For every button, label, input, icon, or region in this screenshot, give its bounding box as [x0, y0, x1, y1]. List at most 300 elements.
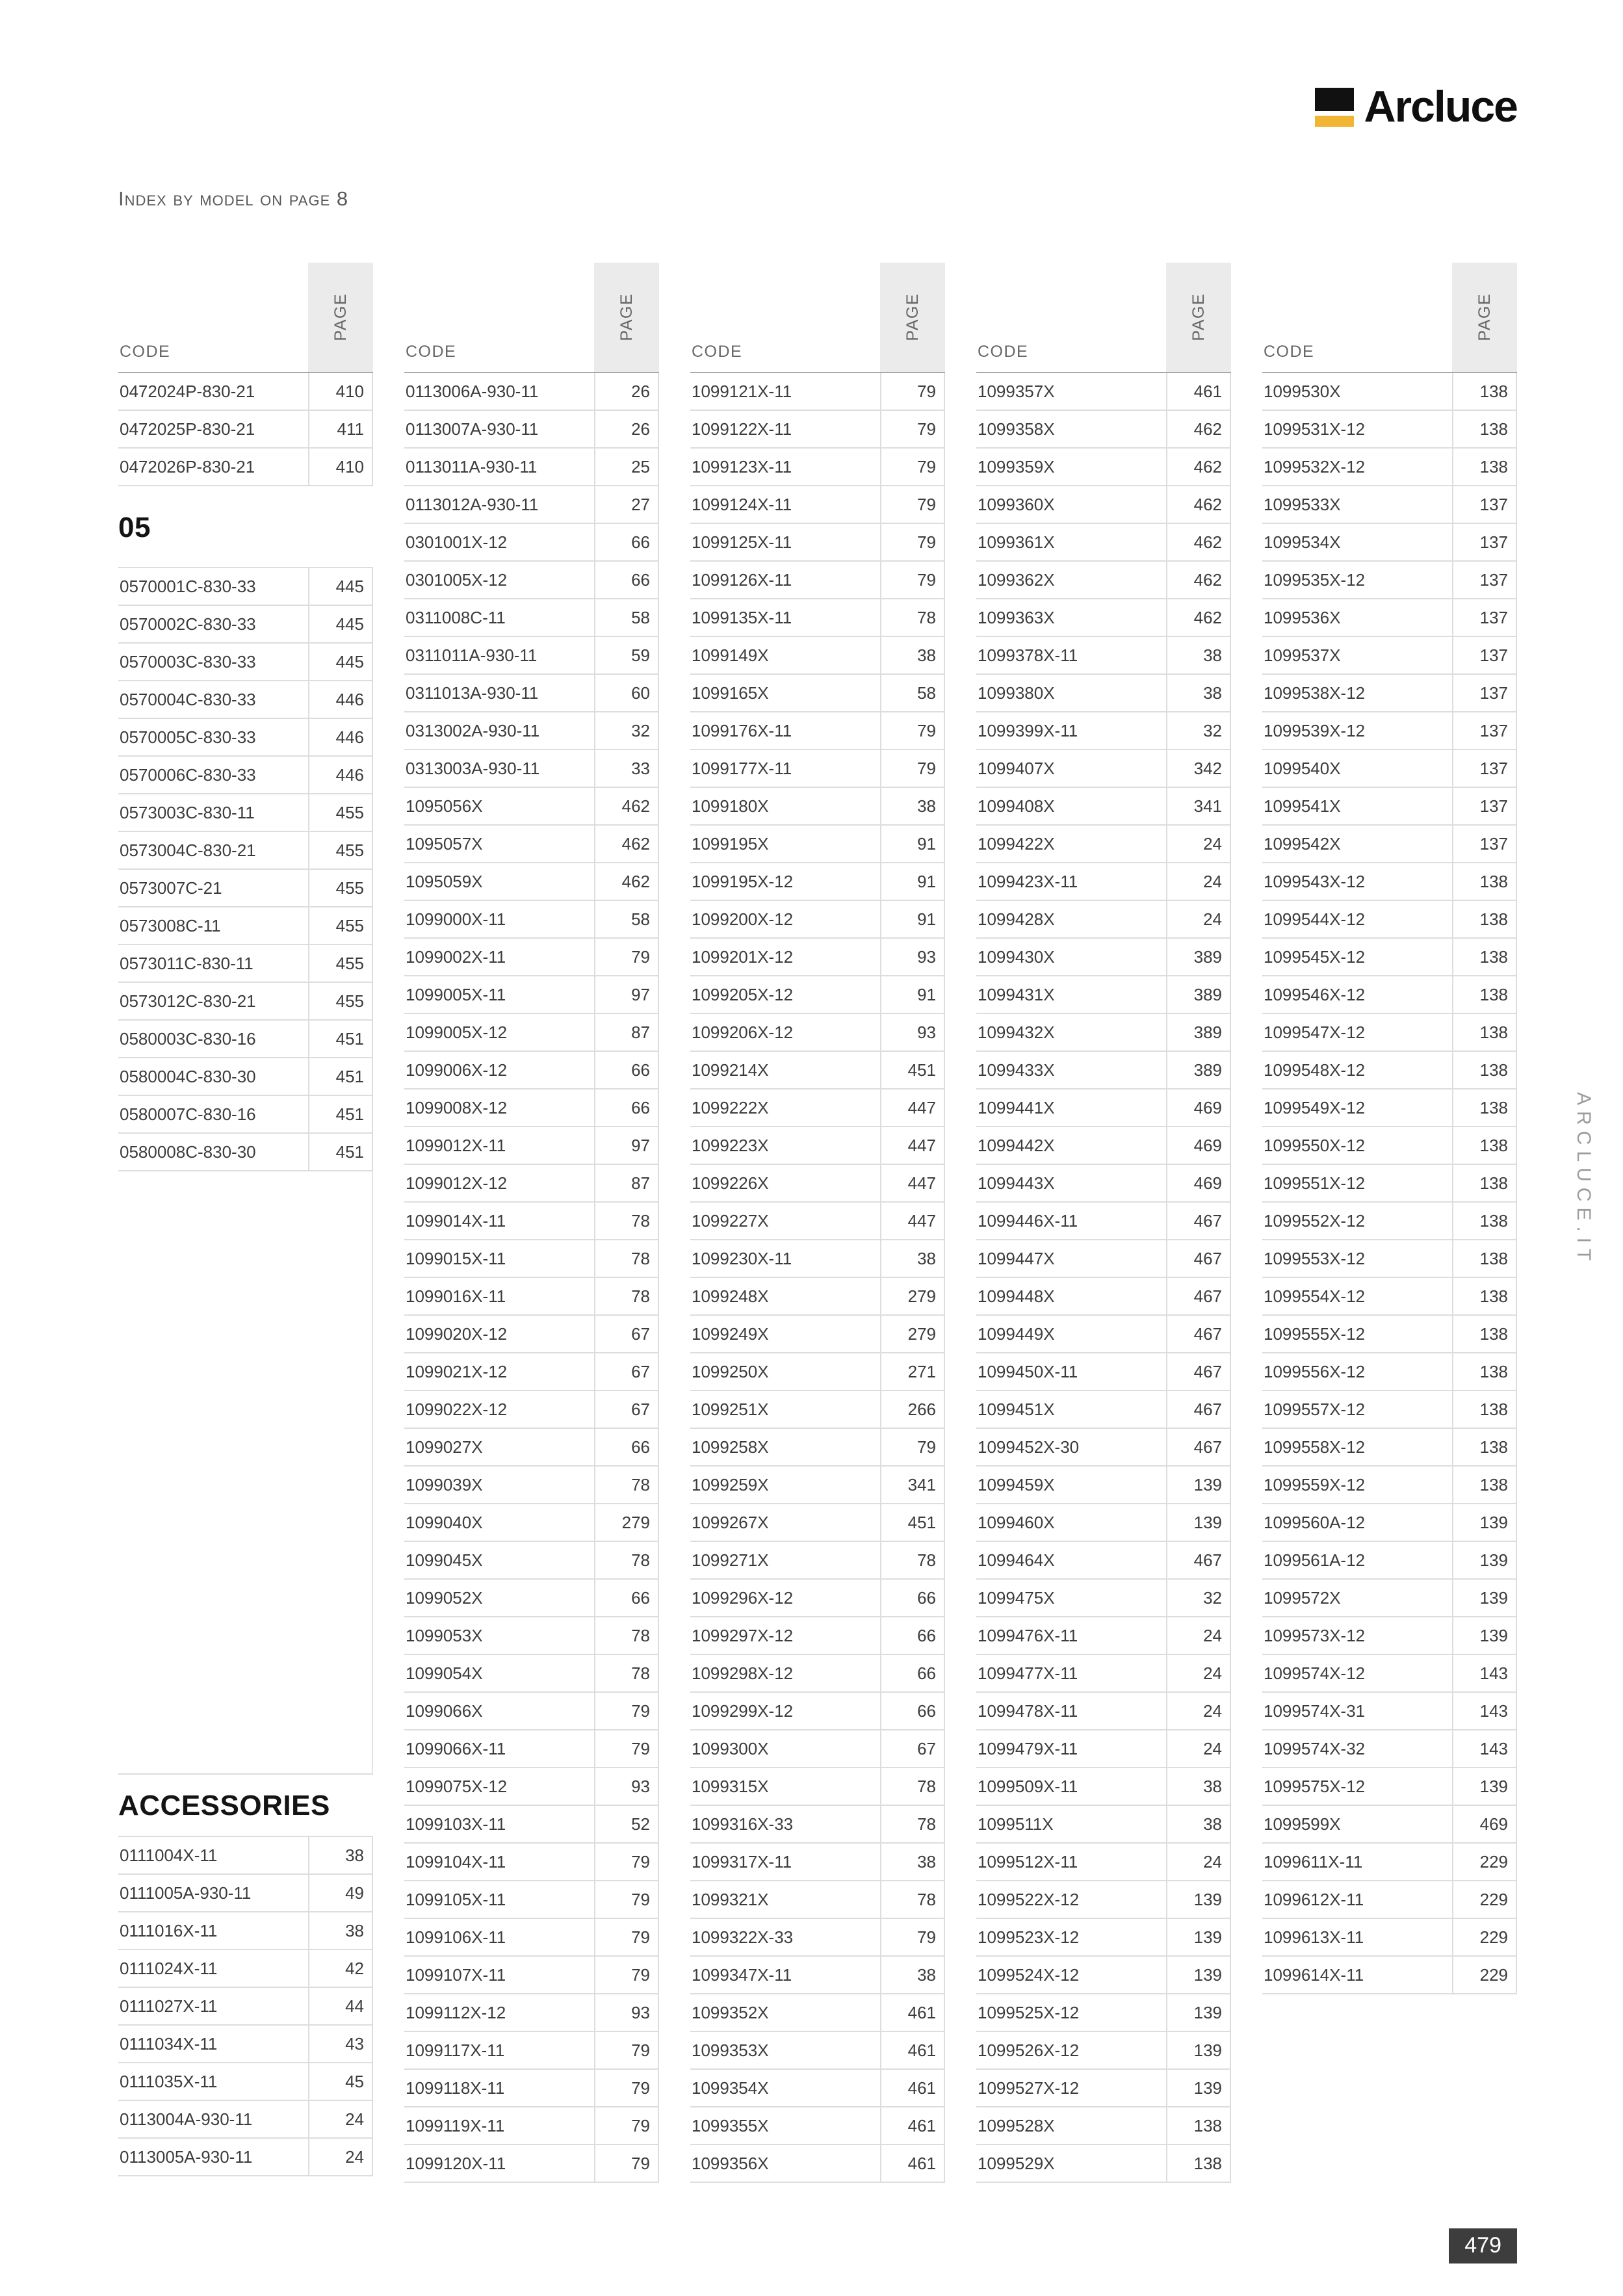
table-row [976, 1353, 1231, 1391]
table-row [404, 863, 659, 901]
code-cell: 1099006X-12 [406, 1060, 508, 1080]
page-cell: 52 [594, 1806, 659, 1842]
code-cell: 0580007C-830-16 [120, 1104, 256, 1124]
code-cell: 1099316X-33 [692, 1814, 794, 1834]
code-cell: 1099574X-31 [1264, 1701, 1366, 1721]
table-row [976, 939, 1231, 976]
page-cell: 462 [1166, 562, 1231, 598]
page-cell: 49 [308, 1875, 373, 1911]
table-row [404, 675, 659, 712]
table-row [690, 1278, 945, 1316]
table-row [690, 1089, 945, 1127]
page-cell: 78 [880, 1768, 945, 1805]
code-cell: 0311013A-930-11 [406, 683, 539, 703]
code-cell: 1099322X-33 [692, 1927, 794, 1947]
code-cell: 1099380X [978, 683, 1055, 703]
code-cell: 0311008C-11 [406, 607, 506, 627]
page-cell: 467 [1166, 1542, 1231, 1578]
code-cell: 1099452X-30 [978, 1437, 1080, 1457]
page-cell: 79 [594, 1957, 659, 1993]
code-cell: 1099476X-11 [978, 1625, 1078, 1645]
code-cell: 1099016X-11 [406, 1286, 506, 1306]
code-cell: 1099446X-11 [978, 1210, 1078, 1231]
page-cell: 389 [1166, 939, 1231, 975]
table-row [976, 675, 1231, 712]
code-cell: 1099509X-11 [978, 1776, 1078, 1796]
table-row [976, 976, 1231, 1014]
code-cell: 1099176X-11 [692, 720, 792, 740]
page-cell: 38 [1166, 1806, 1231, 1842]
page-cell: 79 [880, 486, 945, 523]
page-cell: 78 [880, 1542, 945, 1578]
page-cell: 79 [594, 939, 659, 975]
table-row [690, 562, 945, 599]
table-row [1262, 1957, 1517, 1994]
code-cell: 1099005X-11 [406, 984, 506, 1004]
page-cell: 79 [594, 1844, 659, 1880]
page-cell: 66 [594, 1089, 659, 1126]
code-cell: 1099538X-12 [1264, 683, 1366, 703]
code-cell: 1099479X-11 [978, 1738, 1078, 1758]
table-row [118, 568, 373, 606]
page-cell: 139 [1452, 1542, 1517, 1578]
code-cell: 1099206X-12 [692, 1022, 794, 1042]
code-cell: 1099251X [692, 1399, 769, 1419]
table-row [1262, 1655, 1517, 1693]
index-column-2 [404, 263, 659, 2183]
table-row [976, 1052, 1231, 1089]
table-row [404, 1542, 659, 1580]
section-heading: 05 [118, 486, 373, 568]
page-cell: 279 [880, 1278, 945, 1314]
table-row [690, 2032, 945, 2070]
code-cell: 1099539X-12 [1264, 720, 1366, 740]
table-row [976, 863, 1231, 901]
page-cell: 447 [880, 1127, 945, 1164]
code-cell: 0580004C-830-30 [120, 1066, 256, 1086]
page-cell: 38 [308, 1837, 373, 1873]
page-cell: 79 [880, 373, 945, 410]
index-note: Index by model on page 8 [118, 187, 349, 210]
page-cell: 138 [1452, 1127, 1517, 1164]
code-cell: 1099052X [406, 1587, 483, 1608]
table-row [404, 1467, 659, 1504]
table-row [1262, 1014, 1517, 1052]
page-cell: 229 [1452, 1957, 1517, 1993]
code-header-label: CODE [692, 343, 743, 361]
table-row [690, 1881, 945, 1919]
table-row [404, 1127, 659, 1165]
table-row [404, 788, 659, 826]
code-cell: 1099012X-12 [406, 1173, 508, 1193]
table-row [1262, 939, 1517, 976]
code-cell: 1099449X [978, 1324, 1055, 1344]
table-row [976, 1919, 1231, 1957]
table-row [976, 788, 1231, 826]
table-row [690, 599, 945, 637]
code-cell: 1099299X-12 [692, 1701, 794, 1721]
code-cell: 1099464X [978, 1550, 1055, 1570]
table-row [690, 826, 945, 863]
table-row [976, 524, 1231, 562]
code-cell: 1099297X-12 [692, 1625, 794, 1645]
page-cell: 24 [308, 2139, 373, 2175]
page-cell: 67 [594, 1316, 659, 1352]
page-cell: 455 [308, 832, 373, 868]
code-cell: 1099135X-11 [692, 607, 792, 627]
code-cell: 1099532X-12 [1264, 456, 1366, 476]
code-cell: 0111027X-11 [120, 1996, 218, 2016]
page-cell: 78 [594, 1240, 659, 1277]
table-row [404, 1617, 659, 1655]
page-cell: 469 [1166, 1127, 1231, 1164]
table-row [976, 599, 1231, 637]
page-cell: 138 [1452, 976, 1517, 1013]
page-cell: 410 [308, 449, 373, 485]
table-row [404, 976, 659, 1014]
table-row [404, 1994, 659, 2032]
table-row [1262, 1919, 1517, 1957]
table-row [118, 2026, 373, 2063]
code-cell: 0573004C-830-21 [120, 840, 256, 860]
page-cell: 138 [1452, 1240, 1517, 1277]
page-cell: 461 [1166, 373, 1231, 410]
page-cell: 66 [880, 1693, 945, 1729]
table-row [976, 2107, 1231, 2145]
page-cell: 446 [308, 757, 373, 793]
code-cell: 0313002A-930-11 [406, 720, 540, 740]
code-cell: 1099447X [978, 1248, 1055, 1268]
page-cell: 467 [1166, 1353, 1231, 1390]
page-cell: 79 [880, 449, 945, 485]
table-row [118, 794, 373, 832]
code-cell: 1099106X-11 [406, 1927, 506, 1947]
code-cell: 1099040X [406, 1512, 483, 1532]
page-cell: 469 [1452, 1806, 1517, 1842]
table-row [976, 562, 1231, 599]
page-cell: 467 [1166, 1240, 1231, 1277]
page-cell: 137 [1452, 637, 1517, 673]
code-cell: 1099045X [406, 1550, 483, 1570]
page-cell: 446 [308, 681, 373, 718]
page-cell: 467 [1166, 1391, 1231, 1428]
page-cell: 79 [594, 1730, 659, 1767]
page-cell: 67 [594, 1353, 659, 1390]
page-number-badge: 479 [1449, 2228, 1517, 2263]
table-row [690, 1391, 945, 1429]
code-cell: 0472024P-830-21 [120, 381, 255, 401]
code-cell: 1099053X [406, 1625, 483, 1645]
page-cell: 138 [1452, 1014, 1517, 1050]
table-row [404, 486, 659, 524]
table-row [690, 1353, 945, 1391]
page-cell: 341 [1166, 788, 1231, 824]
code-cell: 1099317X-11 [692, 1851, 792, 1872]
code-cell: 1095059X [406, 871, 483, 891]
page-cell: 139 [1452, 1768, 1517, 1805]
table-row [976, 1881, 1231, 1919]
code-cell: 0113006A-930-11 [406, 381, 539, 401]
table-row [976, 1957, 1231, 1994]
table-row [118, 681, 373, 719]
page-cell: 79 [594, 2070, 659, 2106]
code-cell: 1099540X [1264, 758, 1341, 778]
page-cell: 91 [880, 976, 945, 1013]
page-cell: 143 [1452, 1693, 1517, 1729]
code-cell: 1099512X-11 [978, 1851, 1078, 1872]
page-cell: 138 [1166, 2107, 1231, 2144]
code-cell: 0311011A-930-11 [406, 645, 538, 665]
code-cell: 1099541X [1264, 796, 1341, 816]
code-cell: 0313003A-930-11 [406, 758, 540, 778]
table-row [976, 1316, 1231, 1353]
page-cell: 24 [1166, 1693, 1231, 1729]
page-cell: 451 [880, 1504, 945, 1541]
code-cell: 0111034X-11 [120, 2033, 218, 2054]
code-cell: 1099300X [692, 1738, 769, 1758]
table-row [1262, 1768, 1517, 1806]
page-cell: 462 [1166, 524, 1231, 560]
code-cell: 1099021X-12 [406, 1361, 508, 1381]
page-cell: 445 [308, 644, 373, 680]
page-header-label: PAGE [1475, 293, 1494, 341]
page-cell: 26 [594, 411, 659, 447]
page-cell: 138 [1452, 373, 1517, 410]
code-cell: 1099122X-11 [692, 419, 792, 439]
table-row [404, 750, 659, 788]
page-cell: 79 [594, 1919, 659, 1955]
table-row [118, 1988, 373, 2026]
page-cell: 138 [1452, 1165, 1517, 1201]
code-cell: 1099574X-12 [1264, 1663, 1366, 1683]
page-cell: 66 [880, 1655, 945, 1691]
page-cell: 79 [880, 750, 945, 787]
table-row [118, 411, 373, 449]
table-row [1262, 637, 1517, 675]
table-row [690, 373, 945, 411]
table-row [976, 1240, 1231, 1278]
table-row [976, 1089, 1231, 1127]
page-cell: 271 [880, 1353, 945, 1390]
table-row [1262, 788, 1517, 826]
page-cell: 32 [1166, 1580, 1231, 1616]
code-cell: 1099355X [692, 2115, 769, 2135]
page-cell: 78 [594, 1617, 659, 1654]
table-row [118, 1837, 373, 1875]
code-cell: 1099558X-12 [1264, 1437, 1366, 1457]
table-row [1262, 449, 1517, 486]
code-cell: 1099557X-12 [1264, 1399, 1366, 1419]
column-header [690, 263, 945, 373]
code-cell: 1099356X [692, 2153, 769, 2173]
table-row [976, 1504, 1231, 1542]
page-cell: 467 [1166, 1316, 1231, 1352]
table-row [1262, 1881, 1517, 1919]
page-cell: 462 [1166, 411, 1231, 447]
page-cell: 66 [594, 524, 659, 560]
code-cell: 0570002C-830-33 [120, 614, 256, 634]
page-cell: 66 [880, 1617, 945, 1654]
table-row [690, 1580, 945, 1617]
code-cell: 0570006C-830-33 [120, 764, 256, 785]
code-cell: 1095056X [406, 796, 483, 816]
page-cell: 411 [308, 411, 373, 447]
table-row [690, 1655, 945, 1693]
page-cell: 451 [308, 1134, 373, 1170]
code-cell: 0573011C-830-11 [120, 953, 253, 973]
code-cell: 1099535X-12 [1264, 569, 1366, 590]
page-cell: 467 [1166, 1429, 1231, 1465]
code-cell: 1099530X [1264, 381, 1341, 401]
code-cell: 1099599X [1264, 1814, 1341, 1834]
table-row [1262, 373, 1517, 411]
code-cell: 1099200X-12 [692, 909, 794, 929]
code-cell: 1099362X [978, 569, 1055, 590]
index-column-3 [690, 263, 945, 2183]
code-cell: 1099119X-11 [406, 2115, 505, 2135]
section-heading: ACCESSORIES [118, 1773, 373, 1837]
table-row [690, 1014, 945, 1052]
code-cell: 1099195X [692, 833, 769, 854]
page-cell: 33 [594, 750, 659, 787]
page-cell: 446 [308, 719, 373, 755]
page-cell: 341 [880, 1467, 945, 1503]
page-cell: 137 [1452, 712, 1517, 749]
page-cell: 137 [1452, 750, 1517, 787]
table-row [976, 2145, 1231, 2183]
table-row [404, 1844, 659, 1881]
code-cell: 0472025P-830-21 [120, 419, 255, 439]
table-row [976, 1127, 1231, 1165]
page-cell: 78 [594, 1655, 659, 1691]
table-row [404, 1240, 659, 1278]
page-cell: 389 [1166, 1014, 1231, 1050]
table-row [1262, 1391, 1517, 1429]
table-row [1262, 826, 1517, 863]
page-cell: 451 [880, 1052, 945, 1088]
code-cell: 1099546X-12 [1264, 984, 1366, 1004]
table-row [404, 1730, 659, 1768]
table-row [1262, 1127, 1517, 1165]
page-cell: 32 [594, 712, 659, 749]
table-row [690, 1429, 945, 1467]
logo-yellow-bar [1315, 116, 1354, 127]
table-row [690, 1957, 945, 1994]
page-cell: 42 [308, 1950, 373, 1987]
page-cell: 24 [1166, 1655, 1231, 1691]
code-cell: 1099248X [692, 1286, 769, 1306]
table-row [118, 449, 373, 486]
page-cell: 138 [1452, 939, 1517, 975]
table-row [404, 562, 659, 599]
page-cell: 79 [594, 1693, 659, 1729]
table-row [1262, 562, 1517, 599]
page-cell: 462 [594, 788, 659, 824]
code-cell: 1099105X-11 [406, 1889, 506, 1909]
table-row [690, 637, 945, 675]
table-row [690, 712, 945, 750]
table-row [976, 2070, 1231, 2107]
page-cell: 139 [1166, 1994, 1231, 2031]
table-row [690, 788, 945, 826]
page-cell: 143 [1452, 1730, 1517, 1767]
table-row [976, 1429, 1231, 1467]
page-cell: 139 [1166, 1504, 1231, 1541]
page-cell: 66 [880, 1580, 945, 1616]
page-cell: 138 [1452, 1203, 1517, 1239]
table-row [404, 1881, 659, 1919]
table-row [404, 1203, 659, 1240]
code-cell: 1099201X-12 [692, 946, 794, 967]
page-header-cell [308, 263, 373, 372]
page-cell: 79 [880, 1919, 945, 1955]
code-cell: 1099408X [978, 796, 1055, 816]
code-cell: 1099223X [692, 1135, 769, 1155]
page-cell: 66 [594, 1052, 659, 1088]
page-cell: 462 [594, 826, 659, 862]
table-row [1262, 712, 1517, 750]
code-cell: 1099554X-12 [1264, 1286, 1366, 1306]
table-row [118, 2063, 373, 2101]
page-cell: 342 [1166, 750, 1231, 787]
table-row [690, 1127, 945, 1165]
code-cell: 1099020X-12 [406, 1324, 508, 1344]
code-cell: 1099559X-12 [1264, 1474, 1366, 1494]
index-column-5 [1262, 263, 1517, 2183]
code-cell: 1099027X [406, 1437, 483, 1457]
code-cell: 1099550X-12 [1264, 1135, 1366, 1155]
table-row [404, 1278, 659, 1316]
table-row [690, 1693, 945, 1730]
code-cell: 1099250X [692, 1361, 769, 1381]
code-cell: 1099524X-12 [978, 1964, 1080, 1985]
table-row [690, 1730, 945, 1768]
code-cell: 1099460X [978, 1512, 1055, 1532]
code-cell: 1099477X-11 [978, 1663, 1078, 1683]
code-cell: 1099573X-12 [1264, 1625, 1366, 1645]
code-cell: 1099575X-12 [1264, 1776, 1366, 1796]
page-cell: 67 [594, 1391, 659, 1428]
code-cell: 1099430X [978, 946, 1055, 967]
page-cell: 138 [1452, 1052, 1517, 1088]
table-row [976, 1617, 1231, 1655]
page-cell: 91 [880, 901, 945, 937]
table-row [976, 1768, 1231, 1806]
page-cell: 389 [1166, 976, 1231, 1013]
code-cell: 0580008C-830-30 [120, 1141, 256, 1162]
code-cell: 1099227X [692, 1210, 769, 1231]
table-row [976, 449, 1231, 486]
table-row [1262, 1730, 1517, 1768]
code-cell: 0573008C-11 [120, 915, 221, 935]
table-row [1262, 1806, 1517, 1844]
page-cell: 79 [594, 1881, 659, 1918]
code-cell: 1099126X-11 [692, 569, 792, 590]
table-row [690, 901, 945, 939]
table-row [690, 939, 945, 976]
table-row [1262, 524, 1517, 562]
code-cell: 1099249X [692, 1324, 769, 1344]
code-cell: 1099315X [692, 1776, 769, 1796]
code-cell: 1099428X [978, 909, 1055, 929]
page-cell: 24 [1166, 1844, 1231, 1880]
index-column-1 [118, 263, 373, 2183]
logo-black-bar [1315, 88, 1354, 111]
page-cell: 469 [1166, 1089, 1231, 1126]
code-cell: 1099149X [692, 645, 769, 665]
table-row [690, 1542, 945, 1580]
page-cell: 43 [308, 2026, 373, 2062]
